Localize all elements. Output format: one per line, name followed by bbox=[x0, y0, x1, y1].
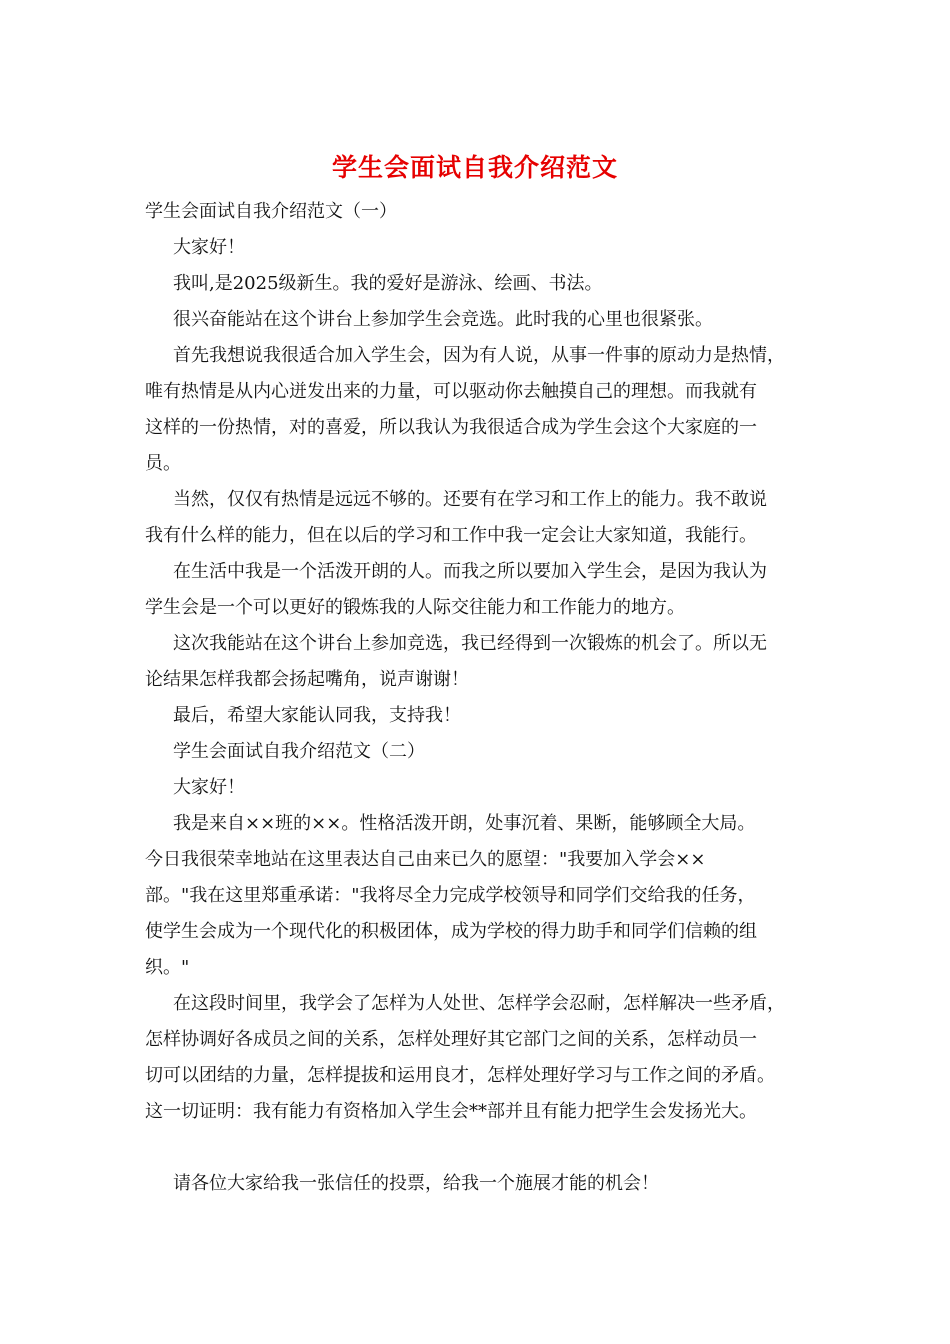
paragraph-line: 怎样协调好各成员之间的关系，怎样处理好其它部门之间的关系，怎样动员一 bbox=[145, 1029, 757, 1050]
paragraph-line: 切可以团结的力量，怎样提拔和运用良才，怎样处理好学习与工作之间的矛盾。 bbox=[145, 1065, 775, 1086]
blank-line bbox=[145, 1130, 810, 1166]
paragraph-line: 部。"我在这里郑重承诺："我将尽全力完成学校领导和同学们交给我的任务， bbox=[145, 885, 756, 906]
paragraph-line: 大家好！ bbox=[173, 777, 245, 798]
paragraph-line: 我是来自××班的××。性格活泼开朗，处事沉着、果断，能够顾全大局。 bbox=[173, 813, 756, 834]
paragraph-line: 使学生会成为一个现代化的积极团体，成为学校的得力助手和同学们信赖的组 bbox=[145, 921, 757, 942]
paragraph-line: 大家好！ bbox=[173, 237, 245, 258]
paragraph-line: 这次我能站在这个讲台上参加竞选，我已经得到一次锻炼的机会了。所以无 bbox=[173, 633, 767, 654]
paragraph-line: 我叫,是2025级新生。我的爱好是游泳、绘画、书法。 bbox=[173, 273, 603, 294]
paragraph-line: 织。" bbox=[145, 957, 190, 978]
paragraph-line: 这样的一份热情，对的喜爱，所以我认为我很适合成为学生会这个大家庭的一 bbox=[145, 417, 757, 438]
paragraph-line: 我有什么样的能力，但在以后的学习和工作中我一定会让大家知道，我能行。 bbox=[145, 525, 757, 546]
paragraph-line: 今日我很荣幸地站在这里表达自己由来已久的愿望："我要加入学会×× bbox=[145, 849, 706, 870]
document-title: 学生会面试自我介绍范文 bbox=[331, 153, 618, 182]
closing-line: 请各位大家给我一张信任的投票，给我一个施展才能的机会！ bbox=[173, 1173, 659, 1194]
paragraph-line: 这一切证明：我有能力有资格加入学生会**部并且有能力把学生会发扬光大。 bbox=[145, 1101, 757, 1122]
paragraph-line: 首先我想说我很适合加入学生会，因为有人说，从事一件事的原动力是热情， bbox=[173, 345, 785, 366]
paragraph-line: 当然，仅仅有热情是远远不够的。还要有在学习和工作上的能力。我不敢说 bbox=[173, 489, 767, 510]
paragraph-line: 最后，希望大家能认同我，支持我！ bbox=[173, 705, 461, 726]
paragraph-line: 论结果怎样我都会扬起嘴角，说声谢谢！ bbox=[145, 669, 469, 690]
paragraph-line: 很兴奋能站在这个讲台上参加学生会竞选。此时我的心里也很紧张。 bbox=[173, 309, 713, 330]
paragraph-line: 学生会是一个可以更好的锻炼我的人际交往能力和工作能力的地方。 bbox=[145, 597, 685, 618]
section-heading-2: 学生会面试自我介绍范文（二） bbox=[173, 741, 425, 762]
section-heading-1: 学生会面试自我介绍范文（一） bbox=[145, 201, 397, 222]
paragraph-line: 在生活中我是一个活泼开朗的人。而我之所以要加入学生会，是因为我认为 bbox=[173, 561, 767, 582]
document-body bbox=[145, 194, 810, 1202]
paragraph-line: 在这段时间里，我学会了怎样为人处世、怎样学会忍耐，怎样解决一些矛盾， bbox=[173, 993, 785, 1014]
paragraph-line: 员。 bbox=[145, 453, 181, 474]
paragraph-line: 唯有热情是从内心迸发出来的力量，可以驱动你去触摸自己的理想。而我就有 bbox=[145, 381, 757, 402]
